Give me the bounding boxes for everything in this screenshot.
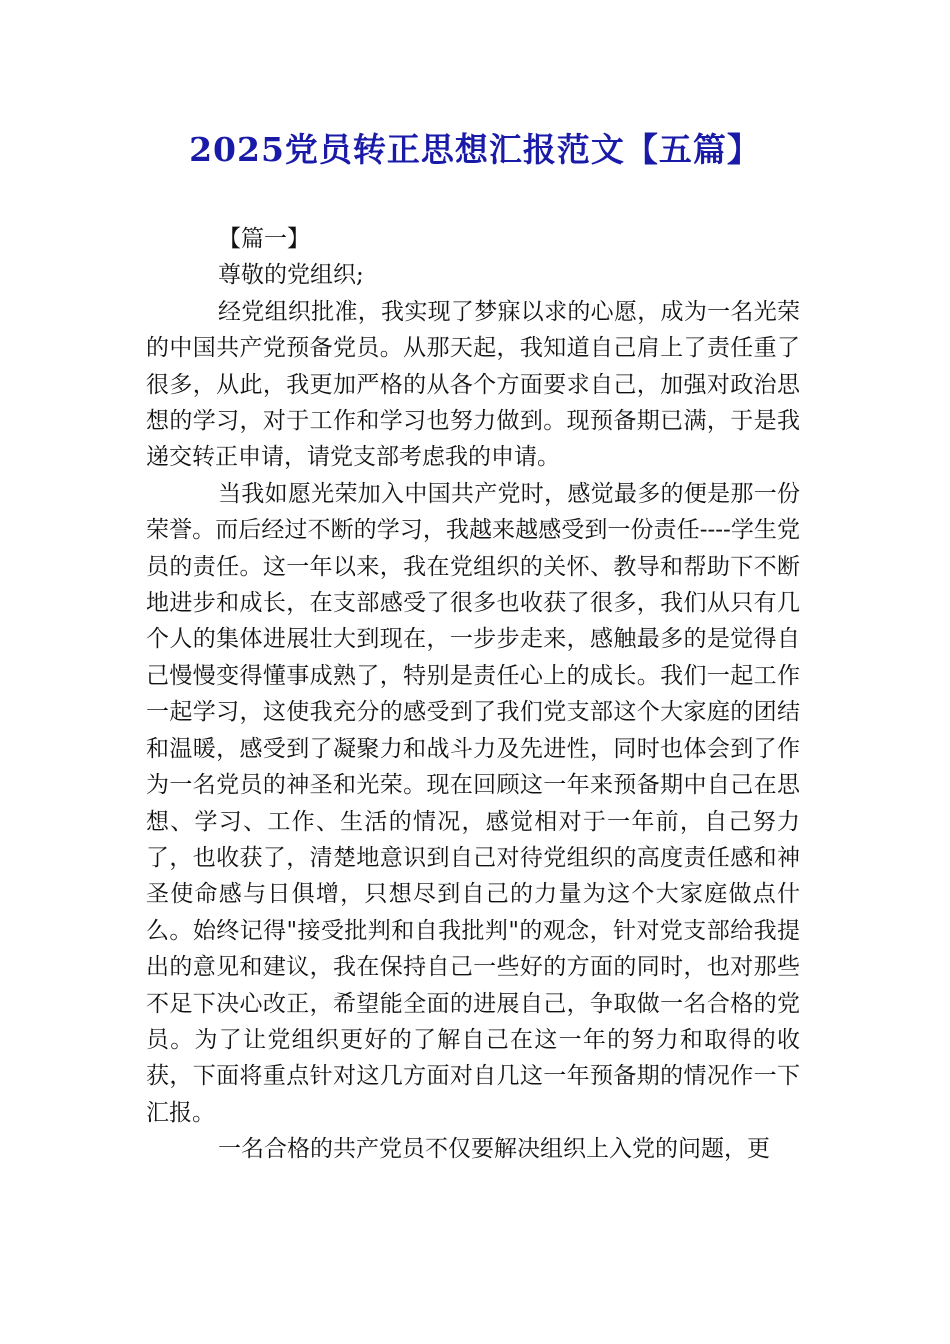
document-body — [146, 221, 800, 1168]
paragraph-3: 一名合格的共产党员不仅要解决组织上入党的问题，更 — [218, 1136, 770, 1163]
document-title: 2025党员转正思想汇报范文【五篇】 — [189, 130, 761, 169]
section-heading: 【篇一】 — [218, 226, 310, 252]
paragraph-1: 经党组织批准，我实现了梦寐以求的心愿，成为一名光荣的中国共产党预备党员。从那天起，我知道自己肩上了责任重了很多，从此，我更加严格的从各个方面要求自己，加强对政治思想的学习，对于工作和学习也努力做到。现预备期已满，于是我递交转正申请，请党支部考虑我的申请。 — [146, 298, 800, 471]
salutation: 尊敬的党组织; — [218, 262, 364, 289]
paragraph-2: 当我如愿光荣加入中国共产党时，感觉最多的便是那一份荣誉。而后经过不断的学习，我越来越感受到一份责任----学生党员的责任。这一年以来，我在党组织的关怀、教导和帮助下不断地进步和成长，在支部感受了很多也收获了很多，我们从只有几个人的集体进展壮大到现在，一步步走来，感触最多的是觉得自己慢慢变得懂事成熟了，特别是责任心上的成长。我们一起工作一起学习，这使我充分的感受到了我们党支部这个大家庭的团结和温暖，感受到了凝聚力和战斗力及先进性，同时也体会到了作为一名党员的神圣和光荣。现在回顾这一年来预备期中自己在思想、学习、工作、生活的情况，感觉相对于一年前，自己努力了，也收获了，清楚地意识到自己对待党组织的高度责任感和神圣使命感与日俱增，只想尽到自己的力量为这个大家庭做点什么。始终记得"接受批判和自我批判"的观念，针对党支部给我提出的意见和建议，我在保持自己一些好的方面的同时，也对那些不足下决心改正，希望能全面的进展自己，争取做一名合格的党员。为了让党组织更好的了解自己在这一年的努力和取得的收获，下面将重点针对这几方面对自几这一年预备期的情况作一下汇报。 — [146, 480, 800, 1126]
